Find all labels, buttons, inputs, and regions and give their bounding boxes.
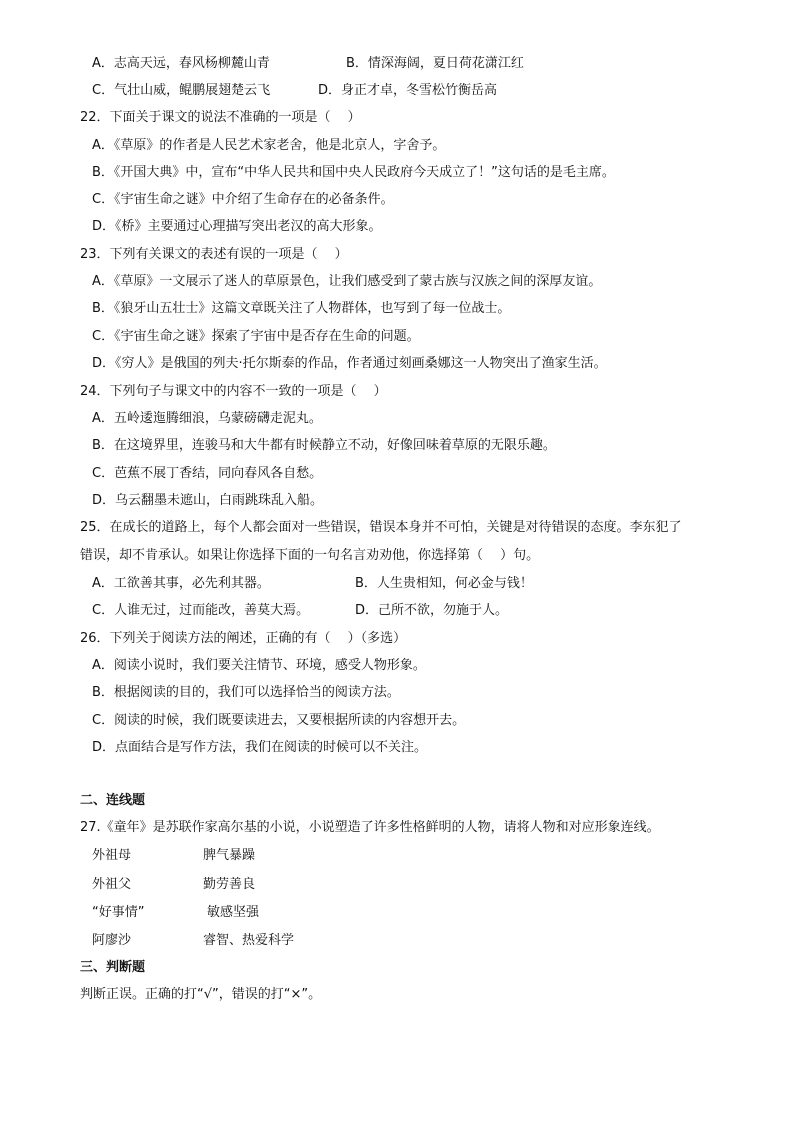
- q26-option-c: C．阅读的时候，我们既要读进去，又要根据所读的内容想开去。: [92, 713, 466, 728]
- match-right-item[interactable]: 脾气暴躁: [203, 848, 256, 863]
- match-left-item[interactable]: 外祖父: [92, 877, 132, 892]
- q25-stem-line2: 错误，却不肯承认。如果让你选择下面的一句名言劝劝他，你选择第（ ）句。: [80, 548, 540, 563]
- match-left-item[interactable]: 外祖母: [92, 848, 132, 863]
- q26-stem: 26．下列关于阅读方法的阐述，正确的有（ ）（多选）: [80, 631, 407, 646]
- q21-option-d: D．身正才卓，冬雪松竹衡岳高: [318, 83, 498, 98]
- q25-option-d: D．己所不欲，勿施于人。: [355, 603, 509, 618]
- q22-stem: 22．下面关于课文的说法不准确的一项是（ ）: [80, 110, 361, 125]
- q24-option-c: C．芭蕉不展丁香结，同向春风各自愁。: [92, 466, 323, 481]
- judgment-instruction: 判断正误。正确的打“√”，错误的打“×”。: [80, 987, 322, 1002]
- q22-option-a: A．《草原》的作者是人民艺术家老舍，他是北京人，字舍予。: [92, 138, 446, 153]
- q24-option-a: A．五岭逶迤腾细浪，乌蒙磅礴走泥丸。: [92, 411, 322, 426]
- q25-stem-line1: 25．在成长的道路上，每个人都会面对一些错误，错误本身并不可怕，关键是对待错误的态度。李东犯了: [80, 520, 682, 535]
- q22-option-d: D．《桥》主要通过心理描写突出老汉的高大形象。: [92, 219, 382, 234]
- match-right-item[interactable]: 勤劳善良: [203, 877, 256, 892]
- q22-option-b: B．《开国大典》中，宣布“中华人民共和国中央人民政府今天成立了！”这句话的是毛主席。: [92, 165, 615, 180]
- match-left-item[interactable]: “好事情”: [92, 905, 145, 920]
- q23-option-a: A．《草原》一文展示了迷人的草原景色，让我们感受到了蒙古族与汉族之间的深厚友谊。: [92, 274, 602, 289]
- q23-option-b: B．《狼牙山五壮士》这篇文章既关注了人物群体，也写到了每一位战士。: [92, 301, 511, 316]
- match-left-item[interactable]: 阿廖沙: [92, 933, 132, 948]
- q23-option-c: C．《宇宙生命之谜》探索了宇宙中是否存在生命的问题。: [92, 329, 420, 344]
- q27-stem: 27.《童年》是苏联作家高尔基的小说，小说塑造了许多性格鲜明的人物，请将人物和对应形象连线。: [80, 820, 660, 835]
- q23-stem: 23．下列有关课文的表述有误的一项是（ ）: [80, 247, 348, 262]
- q26-option-a: A．阅读小说时，我们要关注情节、环境，感受人物形象。: [92, 658, 426, 673]
- q21-option-b: B．情深海阔，夏日荷花潇江红: [346, 56, 524, 71]
- q21-option-c: C．气壮山威，鲲鹏展翅楚云飞: [92, 83, 271, 98]
- q26-option-d: D．点面结合是写作方法，我们在阅读的时候可以不关注。: [92, 740, 428, 755]
- q25-option-b: B．人生贵相知，何必金与钱！: [355, 576, 533, 591]
- q22-option-c: C．《宇宙生命之谜》中介绍了生命存在的必备条件。: [92, 192, 394, 207]
- section-title-judgment: 三、判断题: [80, 960, 146, 975]
- q24-option-d: D．乌云翻墨未遮山，白雨跳珠乱入船。: [92, 493, 324, 508]
- match-right-item[interactable]: 睿智、热爱科学: [203, 933, 295, 948]
- q21-option-a: A．志高天远，春风杨柳麓山青: [92, 56, 270, 71]
- q25-option-a: A．工欲善其事，必先利其器。: [92, 576, 270, 591]
- q24-stem: 24．下列句子与课文中的内容不一致的一项是（ ）: [80, 384, 387, 399]
- match-right-item[interactable]: 敏感坚强: [207, 905, 260, 920]
- section-title-matching: 二、连线题: [80, 793, 146, 808]
- q25-option-c: C．人谁无过，过而能改，善莫大焉。: [92, 603, 310, 618]
- q26-option-b: B．根据阅读的目的，我们可以选择恰当的阅读方法。: [92, 685, 400, 700]
- q23-option-d: D．《穷人》是俄国的列夫·托尔斯泰的作品，作者通过刻画桑娜这一人物突出了渔家生活。: [92, 356, 607, 371]
- q24-option-b: B．在这境界里，连骏马和大牛都有时候静立不动，好像回味着草原的无限乐趣。: [92, 438, 556, 453]
